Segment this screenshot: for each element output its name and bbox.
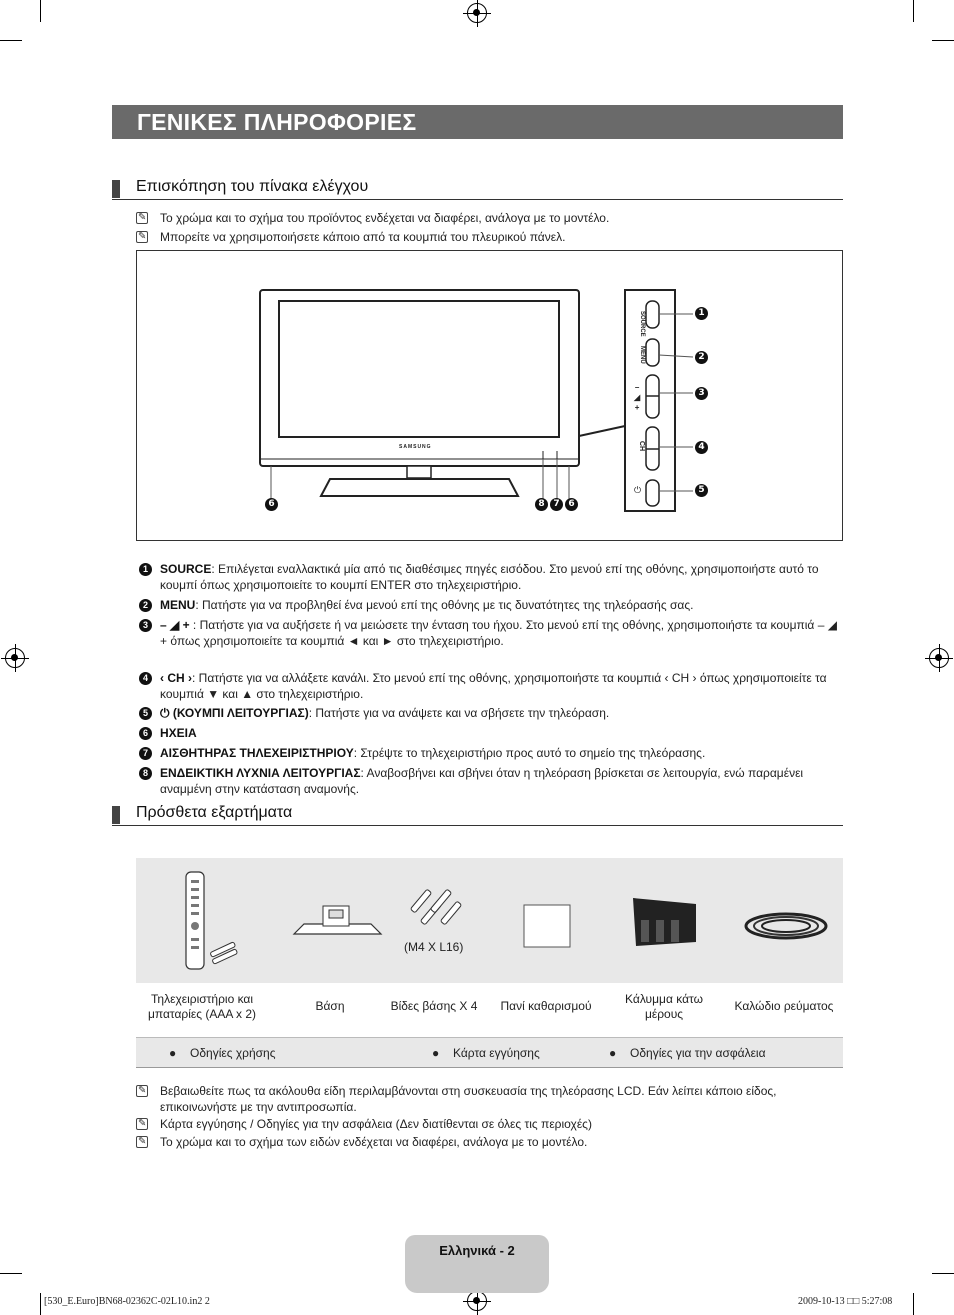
menu-button-label: MENU [639, 346, 645, 364]
control-panel-diagram [136, 250, 843, 541]
description-lead: ΑΙΣΘΗΤΗΡΑΣ ΤΗΛΕΧΕΙΡΙΣΤΗΡΙΟΥ [160, 746, 354, 760]
description-number: 8 [139, 767, 152, 780]
documents-row [136, 1037, 843, 1068]
registration-mark-icon [467, 1291, 487, 1311]
section-title: Πρόσθετα εξαρτήματα [136, 804, 293, 821]
description-item [136, 617, 846, 667]
accessory-cloth-label: Πανί καθαρισμού [500, 999, 592, 1013]
crop-mark [913, 1293, 914, 1315]
description-item [136, 765, 846, 799]
note-text: Μπορείτε να χρησιμοποιήσετε κάποιο από τα κουμπιά του πλευρικού πάνελ. [160, 230, 566, 244]
note-icon [136, 1118, 148, 1130]
footer-file-info: [530_E.Euro]BN68-02362C-02L10.in2 2 [44, 1296, 210, 1307]
accessories-illustrations [136, 858, 843, 983]
section-heading-accessories [112, 804, 843, 826]
description-text: : Αναβοσβήνει και σβήνει όταν η τηλεόραση βρίσκεται σε λειτουργία, ενώ παραμένει αναμμένη στην κατάσταση αναμονής. [160, 766, 804, 796]
description-text: : Επιλέγεται εναλλακτικά μία από τις διαθέσιμες πηγές εισόδου. Στο μενού επί της οθόνης, χρησιμοποιήστε αυτό το κουμπί όπως χρησιμοποιείτε το κουμπί ENTER στο τηλεχειριστήριο. [160, 562, 819, 592]
note-icon [136, 1136, 148, 1148]
description-text: : Πατήστε για να αυξήσετε ή να μειώσετε την ένταση του ήχου. Στο μενού επί της οθόνης, χρησιμοποιήστε τα κουμπιά – ◢ + όπως χρησιμοποιείτε τα κουμπιά ◄ και ► στο τηλεχειριστήριο. [160, 618, 837, 648]
description-lead: ‹ CH › [160, 671, 192, 685]
callout-1: 1 [695, 307, 708, 320]
note-icon [136, 212, 148, 224]
callout-7: 7 [550, 498, 563, 511]
description-item [136, 597, 846, 615]
brand-logo: SAMSUNG [399, 444, 432, 450]
accessory-remote-label: Τηλεχειριστήριο και μπαταρίες (AAA x 2) [147, 992, 257, 1021]
accessory-cable-label: Καλώδιο ρεύματος [734, 999, 834, 1013]
doc-manual: Οδηγίες χρήσης [190, 1046, 276, 1060]
note-text: Το χρώμα και το σχήμα του προϊόντος ενδέχεται να διαφέρει, ανάλογα με το μοντέλο. [160, 211, 610, 225]
description-number: 5 [139, 707, 152, 720]
note [136, 1083, 836, 1115]
section-marker [112, 180, 120, 198]
tv-illustration [137, 251, 844, 542]
callout-6-left: 6 [265, 498, 278, 511]
channel-button-label: CH [638, 441, 645, 452]
description-lead: MENU [160, 598, 196, 612]
accessories-panel [136, 858, 843, 983]
callout-5: 5 [695, 484, 708, 497]
description-item [136, 705, 846, 723]
description-number: 6 [139, 727, 152, 740]
page-title: ΓΕΝΙΚΕΣ ΠΛΗΡΟΦΟΡΙΕΣ [112, 105, 843, 139]
note-text: Το χρώμα και το σχήμα των ειδών ενδέχεται να διαφέρει, ανάλογα με το μοντέλο. [160, 1135, 588, 1149]
description-number: 2 [139, 599, 152, 612]
callout-3: 3 [695, 387, 708, 400]
note-text: Κάρτα εγγύησης / Οδηγίες για την ασφάλεια (Δεν διατίθενται σε όλες τις περιοχές) [160, 1117, 592, 1131]
crop-mark [932, 40, 954, 41]
accessory-stand-label: Βάση [315, 999, 345, 1013]
registration-mark-icon [929, 648, 949, 668]
section-marker [112, 806, 120, 824]
crop-mark [0, 40, 22, 41]
description-lead: SOURCE [160, 562, 212, 576]
description-lead: ΕΝΔΕΙΚΤΙΚΗ ΛΥΧΝΙΑ ΛΕΙΤΟΥΡΓΙΑΣ [160, 766, 361, 780]
footer-timestamp: 2009-10-13 □□ 5:27:08 [798, 1296, 893, 1307]
crop-mark [40, 1293, 41, 1315]
power-icon: ⏻ [634, 486, 642, 496]
doc-bullet: ● [432, 1046, 440, 1060]
accessory-cover-label: Κάλυμμα κάτω μέρους [625, 992, 703, 1021]
note-text: Βεβαιωθείτε πως τα ακόλουθα είδη περιλαμβάνονται στη συσκευασία της τηλεόρασης LCD. Εάν λείπει κάποιο είδος, επικοινωνήστε με την αντιπροσωπία. [160, 1084, 777, 1114]
doc-safety: Οδηγίες για την ασφάλεια [630, 1046, 766, 1060]
description-number: 3 [139, 619, 152, 632]
registration-mark-icon [5, 648, 25, 668]
doc-bullet: ● [609, 1046, 617, 1060]
crop-mark [932, 1273, 954, 1274]
crop-mark [40, 0, 41, 22]
description-text: : Πατήστε για να ανάψετε και να σβήσετε την τηλεόραση. [308, 706, 610, 720]
callout-2: 2 [695, 351, 708, 364]
note-icon [136, 231, 148, 243]
description-text: : Πατήστε για να προβληθεί ένα μενού επί της οθόνης με τις δυνατότητες της τηλεόρασής σας. [195, 598, 694, 612]
page-number: Ελληνικά - 2 [405, 1235, 549, 1293]
section-heading-control-panel [112, 178, 843, 200]
description-number: 7 [139, 747, 152, 760]
description-lead: ⏻ (ΚΟΥΜΠΙ ΛΕΙΤΟΥΡΓΙΑΣ) [160, 706, 309, 720]
callout-4: 4 [695, 441, 708, 454]
registration-mark-icon [467, 3, 487, 23]
section-title: Επισκόπηση του πίνακα ελέγχου [136, 178, 369, 195]
source-button-label: SOURCE [639, 311, 645, 337]
doc-bullet: ● [169, 1046, 177, 1060]
description-lead: – ◢ + [160, 618, 190, 632]
volume-button-label: – ◢ + [634, 383, 641, 412]
description-number: 4 [139, 672, 152, 685]
description-item [136, 561, 846, 595]
doc-warranty: Κάρτα εγγύησης [453, 1046, 540, 1060]
crop-mark [0, 1273, 22, 1274]
callout-8: 8 [535, 498, 548, 511]
note-icon [136, 1085, 148, 1097]
description-lead: ΗΧΕΙΑ [160, 726, 197, 740]
description-item [136, 725, 846, 743]
crop-mark [913, 0, 914, 22]
callout-6-right: 6 [565, 498, 578, 511]
description-text: : Στρέψτε το τηλεχειριστήριο προς αυτό το σημείο της τηλεόρασης. [353, 746, 706, 760]
description-item [136, 670, 846, 704]
description-item [136, 745, 846, 763]
description-number: 1 [139, 563, 152, 576]
screw-size-label: (M4 X L16) [404, 940, 464, 954]
accessory-screws-label: Βίδες βάσης X 4 [390, 999, 478, 1013]
description-text: : Πατήστε για να αλλάξετε κανάλι. Στο μενού επί της οθόνης, χρησιμοποιήστε τα κουμπιά ‹ CH › όπως χρησιμοποιείτε τα κουμπιά ▼ και ▲ στο τηλεχειριστήριο. [160, 671, 827, 701]
